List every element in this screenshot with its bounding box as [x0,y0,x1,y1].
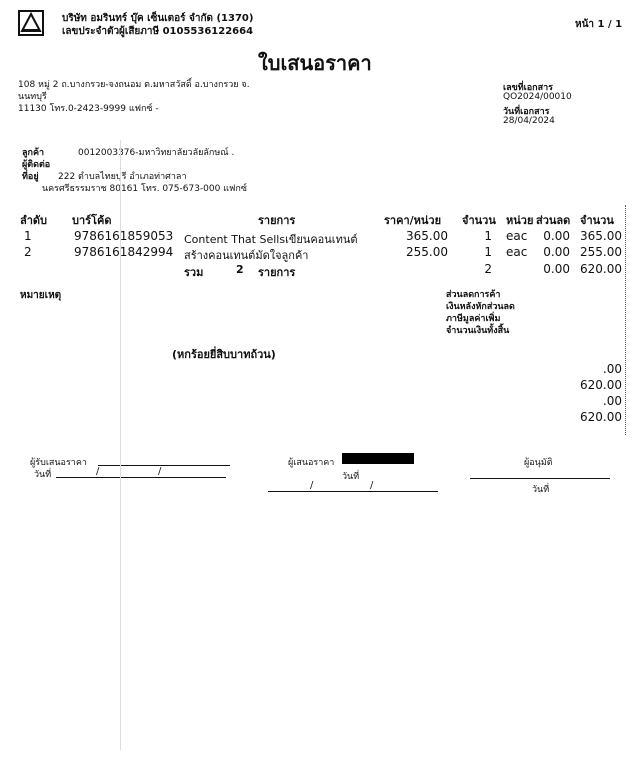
header-no: ลำดับ [20,214,48,227]
total-qty: 2 [484,262,492,276]
row-2-amount: 255.00 [580,245,622,259]
row-1-amount: 365.00 [580,229,622,243]
doc-number-label: เลขที่เอกสาร [503,83,553,93]
customer-label: ลูกค้า [22,148,45,158]
approver-label: ผู้อนุมัติ [524,458,553,468]
doc-number: QO2024/00010 [503,92,572,102]
tax-id: เลขประจำตัวผู้เสียภาษี 0105536122664 [62,26,254,37]
customer-value: 0012003376-มหาวิทยาลัยวลัยลักษณ์ . [78,148,235,158]
header-item: รายการ [258,214,296,227]
header-unit-price: ราคา/หน่วย [384,214,442,227]
scan-fold-line [120,140,121,750]
header-barcode: บาร์โค้ด [72,214,112,227]
offerer-date-slash-1: / [310,480,314,491]
page-number: หน้า 1 / 1 [575,19,623,30]
summary-value-trade-discount: .00 [602,362,622,376]
offerer-date-slash-2: / [370,480,374,491]
customer-address-line-1: 222 ตำบลไทยบุรี อำเภอท่าศาลา [58,172,187,182]
contact-label: ผู้ติดต่อ [22,160,51,170]
summary-value-grand-total: 620.00 [580,410,622,424]
header-quantity: จำนวน [462,214,496,227]
row-2-qty: 1 [484,245,492,259]
company-logo-icon [18,10,44,36]
row-1-unit: eac [506,229,528,243]
summary-value-after-discount: 620.00 [580,378,622,392]
receiver-label: ผู้รับเสนอราคา [30,458,87,468]
address-line-3: 11130 โทร.0-2423-9999 แฟกซ์ - [18,104,159,114]
address-line-2: นนทบุรี [18,92,47,102]
row-2-price: 255.00 [406,245,448,259]
header-amount: จำนวน [580,214,614,227]
total-label: รวม [184,266,204,279]
company-name: บริษัท อมรินทร์ บุ๊ค เซ็นเตอร์ จำกัด (1370) [62,13,254,24]
total-suffix: รายการ [258,266,296,279]
row-2-barcode: 9786161842994 [74,245,174,259]
document-title: ใบเสนอราคา [258,51,372,75]
amount-in-words: (หกร้อยยี่สิบบาทถ้วน) [172,348,276,361]
row-1-barcode: 9786161859053 [74,229,174,243]
offerer-date-label: วันที่ [342,472,360,482]
row-2-discount: 0.00 [543,245,570,259]
total-amount: 620.00 [580,262,622,276]
approver-signature-line [470,478,610,479]
row-1-discount: 0.00 [543,229,570,243]
receiver-date-slash-1: / [96,466,100,477]
row-1-item: Content That Sellsเขียนคอนเทนต์ [184,233,358,246]
receiver-date-label: วันที่ [34,470,52,480]
row-1-price: 365.00 [406,229,448,243]
row-2-item: สร้างคอนเทนต์มัดใจลูกค้า [184,249,309,262]
row-2-no: 2 [24,245,32,259]
header-unit: หน่วย [506,214,534,227]
receiver-signature-line [98,465,230,466]
customer-address-line-2: นครศรีธรรมราช 80161 โทร. 075-673-000 แฟกซ์ [42,184,247,194]
offerer-label: ผู้เสนอราคา [288,458,335,468]
doc-date-label: วันที่เอกสาร [503,107,550,117]
total-item-count: 2 [236,263,244,276]
summary-label-vat: ภาษีมูลค่าเพิ่ม [446,314,501,324]
row-2-unit: eac [506,245,528,259]
summary-label-grand-total: จำนวนเงินทั้งสิ้น [446,326,510,336]
receiver-date-line [56,477,226,478]
total-discount: 0.00 [543,262,570,276]
address-line-1: 108 หมู่ 2 ถ.บางกรวย-จงถนอม ต.มหาสวัสดิ์ อ.บางกรวย จ. [18,80,250,90]
offerer-date-line [268,491,438,492]
redacted-offerer-name [342,453,414,464]
receiver-date-slash-2: / [158,466,162,477]
header-discount: ส่วนลด [536,214,571,227]
remarks-label: หมายเหตุ [20,290,62,301]
summary-label-trade-discount: ส่วนลดการค้า [446,290,501,300]
customer-address-label: ที่อยู่ [22,172,39,182]
doc-date: 28/04/2024 [503,116,555,126]
summary-label-after-discount: เงินหลังหักส่วนลด [446,302,515,312]
row-1-no: 1 [24,229,32,243]
approver-date-label: วันที่ [532,485,550,495]
row-1-qty: 1 [484,229,492,243]
table-right-edge [625,205,626,435]
summary-value-vat: .00 [602,394,622,408]
